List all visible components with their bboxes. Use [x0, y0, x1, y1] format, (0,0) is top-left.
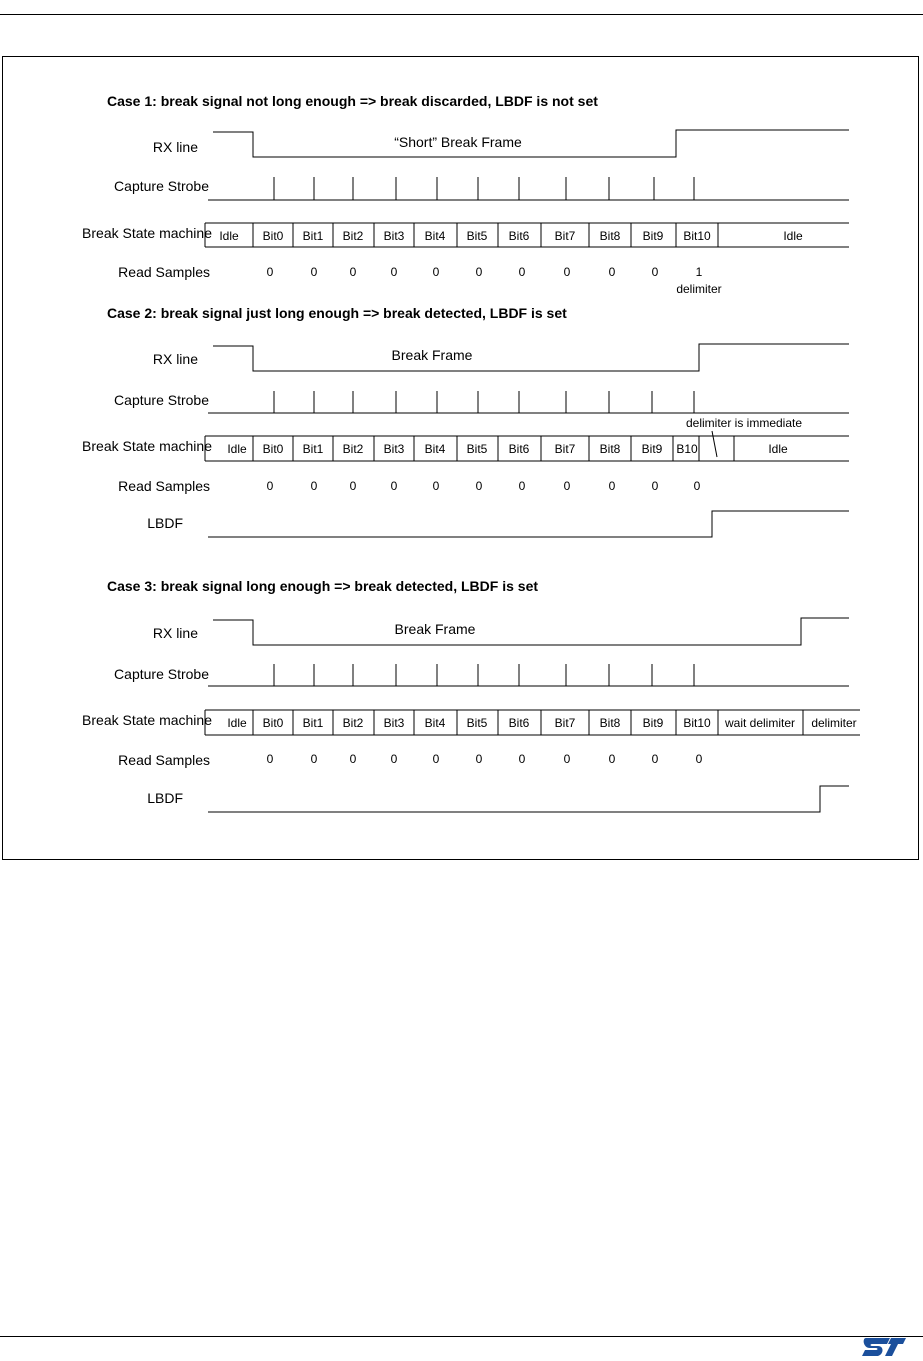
case-2-lbdf-waveform	[208, 511, 849, 537]
case-1-sample: 0	[608, 265, 616, 279]
case-2-bsm-label: Break State machine	[82, 438, 212, 454]
case-3-state: Idle	[227, 716, 247, 730]
case-1-state: Bit3	[383, 229, 405, 243]
case-2-sample: 0	[693, 479, 701, 493]
case-1-sample: 1	[695, 265, 703, 279]
case-1-sample: 0	[518, 265, 526, 279]
case-3-frame-label: Break Frame	[394, 621, 476, 637]
case-2-sample: 0	[266, 479, 274, 493]
case-1-state: Bit4	[424, 229, 446, 243]
case-3-sample: 0	[563, 752, 571, 766]
case-2-sample: 0	[349, 479, 357, 493]
case-2-rx-label: RX line	[152, 351, 198, 367]
case-3-sample: 0	[390, 752, 398, 766]
case-3-bsm-label: Break State machine	[82, 712, 212, 728]
case-1-sample: 0	[349, 265, 357, 279]
case-2-state: Bit6	[508, 442, 530, 456]
case-2-state: Bit7	[554, 442, 576, 456]
case-2-strobe-ticks	[208, 391, 849, 413]
case-2-sample: 0	[310, 479, 318, 493]
st-logo-s	[862, 1338, 890, 1356]
case-3-title: Case 3: break signal long enough => break detected, LBDF is set	[107, 578, 539, 594]
case-2-sample: 0	[390, 479, 398, 493]
case-2-title: Case 2: break signal just long enough => break detected, LBDF is set	[107, 305, 567, 321]
case-2-state: Bit4	[424, 442, 446, 456]
case-3-sample: 0	[349, 752, 357, 766]
case-2-sample: 0	[475, 479, 483, 493]
case-3-state: Bit9	[642, 716, 664, 730]
case-1-delimiter-note: delimiter	[676, 282, 722, 296]
case-2-state: Idle	[227, 442, 247, 456]
case-3-state: Bit3	[383, 716, 405, 730]
case-1-title: Case 1: break signal not long enough => break discarded, LBDF is not set	[107, 93, 598, 109]
case-2-lbdf-label: LBDF	[147, 515, 183, 531]
case-3-state: Bit2	[342, 716, 364, 730]
case-3-state: Bit4	[424, 716, 446, 730]
case-1-sample: 0	[432, 265, 440, 279]
case-3-state: delimiter	[811, 716, 857, 730]
case-3-state: Bit8	[599, 716, 621, 730]
case-3-sample: 0	[432, 752, 440, 766]
footer-rule	[0, 1336, 923, 1337]
case-1-state: Idle	[783, 229, 803, 243]
case-3-sample: 0	[266, 752, 274, 766]
case-2-strobe-label: Capture Strobe	[114, 392, 209, 408]
case-2-state: Bit0	[262, 442, 284, 456]
case-1-sample: 0	[651, 265, 659, 279]
case-2-frame-label: Break Frame	[391, 347, 473, 363]
case-1-frame-label: “Short” Break Frame	[394, 134, 522, 150]
case-2-state: Bit5	[466, 442, 488, 456]
case-3-lbdf-label: LBDF	[147, 790, 183, 806]
case-2	[82, 305, 849, 537]
case-2-samples-label: Read Samples	[118, 478, 210, 494]
case-3-state: Bit1	[302, 716, 324, 730]
case-2-annotation: delimiter is immediate	[686, 416, 803, 430]
case-1-state: Bit9	[642, 229, 664, 243]
case-3-state: wait delimiter	[724, 716, 796, 730]
case-1-samples-label: Read Samples	[118, 264, 210, 280]
case-3-state: Bit6	[508, 716, 530, 730]
case-2-state: Bit2	[342, 442, 364, 456]
case-2-sample: 0	[608, 479, 616, 493]
case-2-state: Bit3	[383, 442, 405, 456]
case-3-samples-label: Read Samples	[118, 752, 210, 768]
case-3-sample: 0	[518, 752, 526, 766]
case-1-rx-label: RX line	[152, 139, 198, 155]
case-2-sample: 0	[432, 479, 440, 493]
case-3-sample: 0	[475, 752, 483, 766]
case-3-state: Bit0	[262, 716, 284, 730]
st-logo	[860, 1336, 906, 1358]
case-1-sample: 0	[475, 265, 483, 279]
case-1-state: Bit8	[599, 229, 621, 243]
case-3-rx-label: RX line	[152, 625, 198, 641]
case-3-state: Bit10	[683, 716, 711, 730]
case-3-strobe-ticks	[208, 664, 849, 686]
case-1-state: Idle	[219, 229, 239, 243]
case-1-state: Bit2	[342, 229, 364, 243]
case-3	[82, 578, 860, 812]
case-2-state: Bit1	[302, 442, 324, 456]
case-2-state: Bit8	[599, 442, 621, 456]
case-1-sample: 0	[266, 265, 274, 279]
case-1-sample: 0	[563, 265, 571, 279]
case-1-state: Bit5	[466, 229, 488, 243]
case-1-state: Bit10	[683, 229, 711, 243]
case-1-state: Bit0	[262, 229, 284, 243]
case-1-strobe-label: Capture Strobe	[114, 178, 209, 194]
case-2-state: Idle	[768, 442, 788, 456]
case-3-sample: 0	[651, 752, 659, 766]
case-3-state: Bit5	[466, 716, 488, 730]
case-2-sample: 0	[651, 479, 659, 493]
case-3-state: Bit7	[554, 716, 576, 730]
case-3-rx-waveform	[213, 618, 849, 645]
case-3-strobe-label: Capture Strobe	[114, 666, 209, 682]
case-1-state: Bit7	[554, 229, 576, 243]
case-1-sample: 0	[310, 265, 318, 279]
case-2-state: Bit9	[641, 442, 663, 456]
case-2-rx-waveform	[213, 344, 849, 371]
case-1	[82, 93, 849, 296]
case-1-strobe-ticks	[208, 177, 849, 200]
case-2-sample: 0	[518, 479, 526, 493]
case-3-sample: 0	[310, 752, 318, 766]
case-1-rx-waveform	[213, 130, 849, 157]
case-1-state: Bit6	[508, 229, 530, 243]
case-1-state: Bit1	[302, 229, 324, 243]
case-2-state: B10	[676, 442, 698, 456]
case-3-sample: 0	[608, 752, 616, 766]
case-1-bsm-label: Break State machine	[82, 225, 212, 241]
case-3-sample: 0	[695, 752, 703, 766]
case-2-sample: 0	[563, 479, 571, 493]
case-3-lbdf-waveform	[208, 786, 849, 812]
case-1-sample: 0	[390, 265, 398, 279]
case-2-annotation-pointer	[712, 431, 717, 457]
